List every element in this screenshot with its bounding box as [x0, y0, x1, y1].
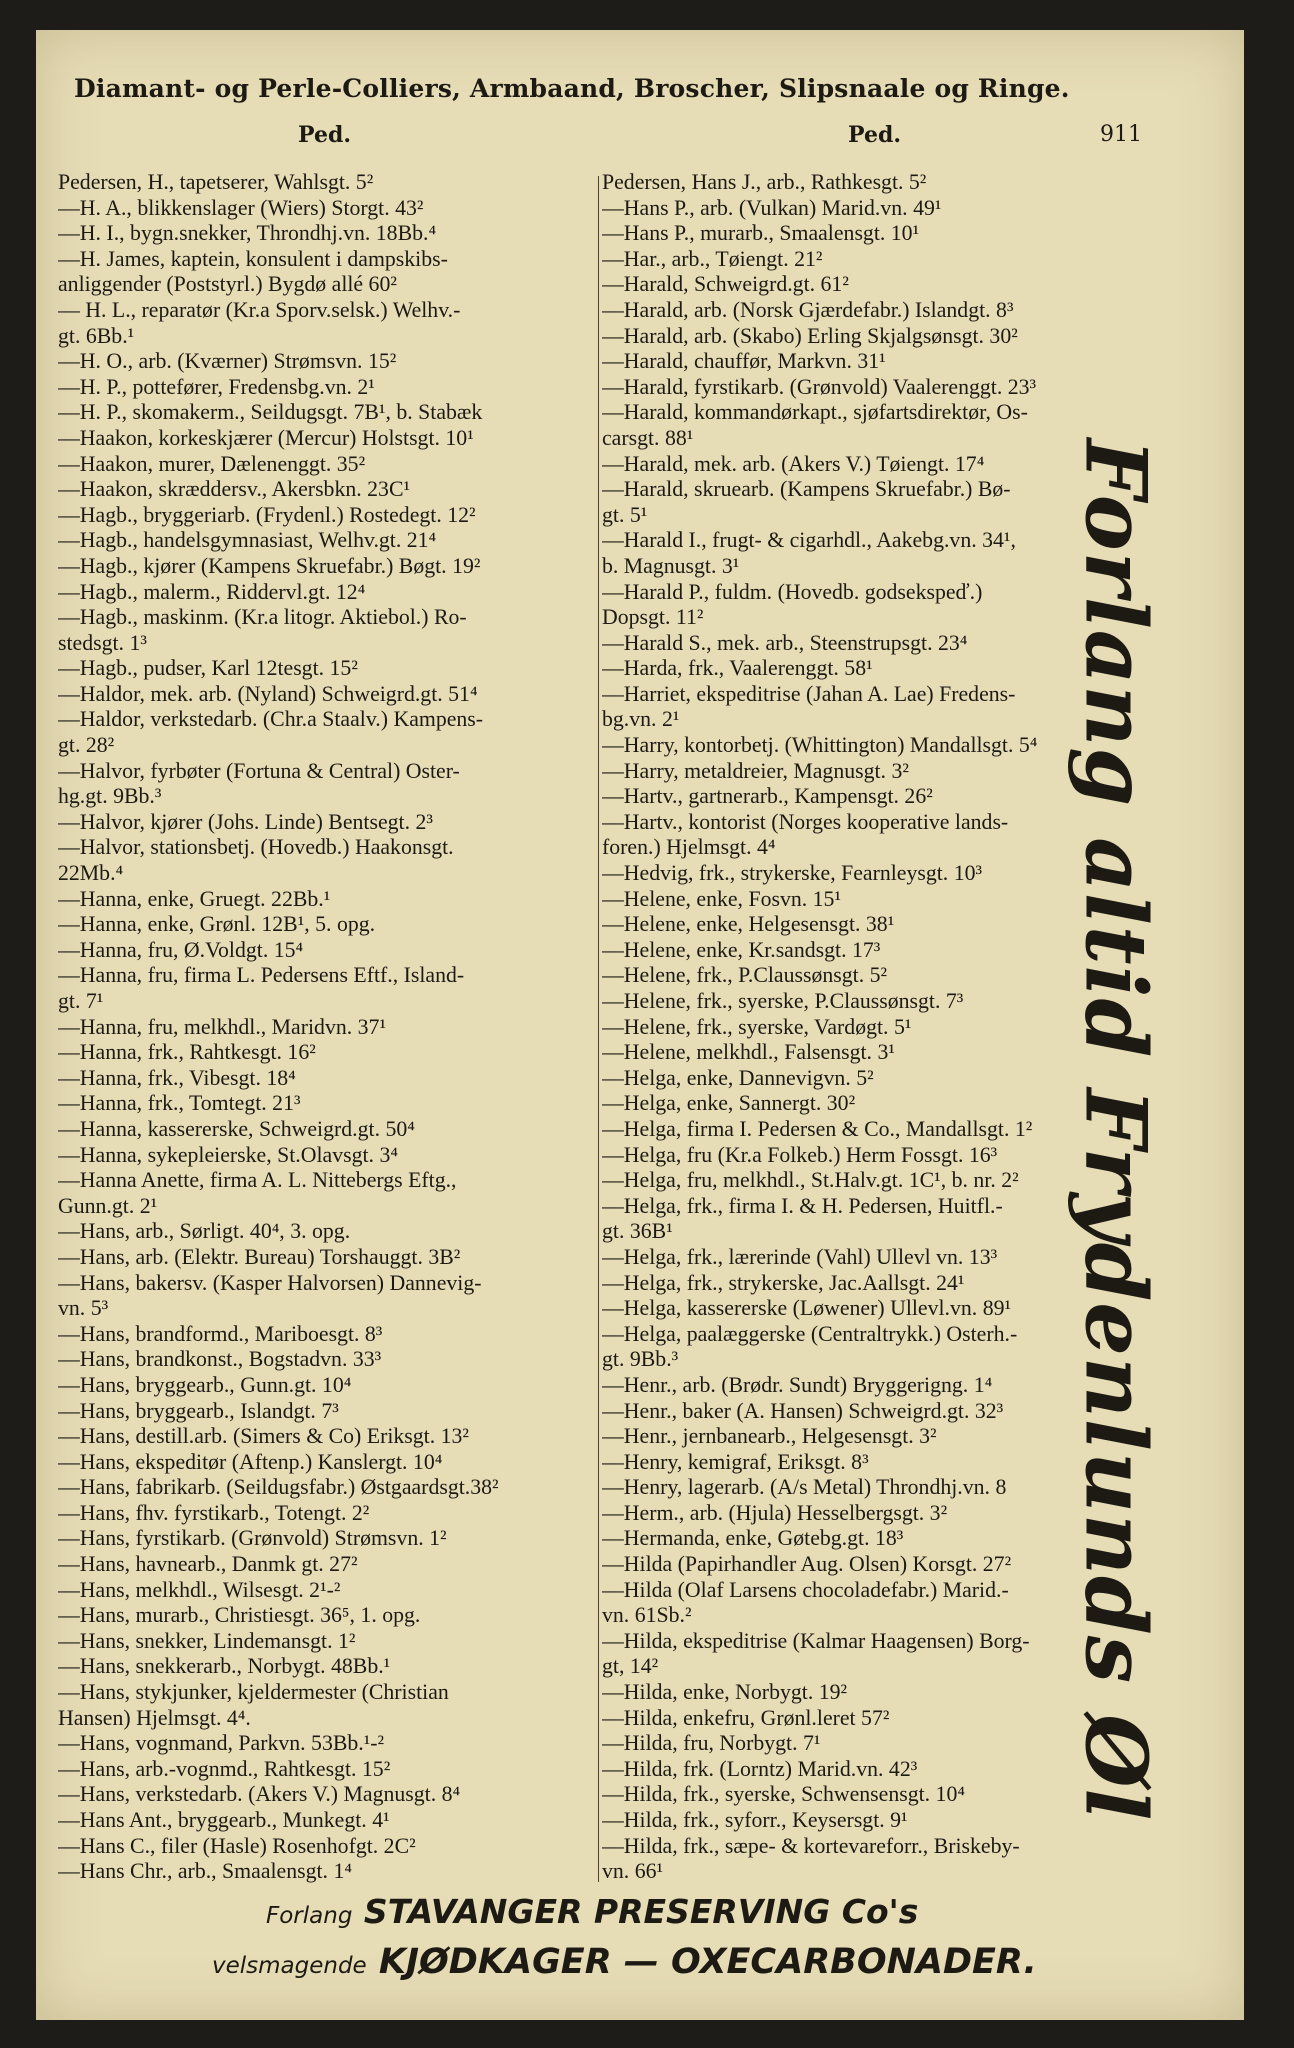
listing-line: —Hanna, frk., Rahtkesgt. 16² [58, 1040, 316, 1065]
listing-line: —Haakon, korkeskjærer (Mercur) Holstsgt. 10¹ [58, 425, 474, 450]
left-column-header: Ped. [298, 122, 351, 148]
listing-line: —Helga, fru, melkhdl., St.Halv.gt. 1C¹, b. nr. 2² [602, 1168, 1019, 1193]
page-number: 911 [1100, 122, 1142, 147]
listing-line: —Hilda, frk., sæpe- & kortevareforr., Briskeby- [602, 1833, 1020, 1858]
listing-line: —Hanna, fru, Ø.Voldgt. 15⁴ [58, 937, 304, 962]
listing-line: —Hans, havnearb., Danmk gt. 27² [58, 1552, 358, 1577]
listing-line: —Harda, frk., Vaalerenggt. 58¹ [602, 656, 873, 681]
listing-line: stedsgt. 1³ [58, 630, 147, 655]
listing-line: gt. 6Bb.¹ [58, 323, 135, 348]
listing-line: —Harald S., mek. arb., Steenstrupsgt. 23⁴ [602, 630, 968, 655]
listing-line: —Helene, frk., syerske, P.Claussønsgt. 7³ [602, 989, 964, 1013]
listing-line: —Harry, kontorbetj. (Whittington) Mandallsgt. 5⁴ [602, 733, 1038, 758]
listing-line: —Hanna, kassererske, Schweigrd.gt. 50⁴ [58, 1116, 415, 1141]
listing-line: gt, 14² [602, 1654, 659, 1679]
listing-line: Dopsgt. 11² [602, 605, 704, 630]
listing-line: —Hans, ekspeditør (Aftenp.) Kanslergt. 10⁴ [58, 1449, 443, 1474]
listing-line: —Hanna, frk., Tomtegt. 21³ [58, 1091, 301, 1116]
listing-line: —Helga, firma I. Pedersen & Co., Mandallsgt. 1² [602, 1116, 1033, 1141]
listing-line: —Hans, bakersv. (Kasper Halvorsen) Dannevig- [58, 1270, 482, 1295]
column-divider [598, 176, 599, 1882]
listing-line: —Hilda, frk. (Lorntz) Marid.vn. 42³ [602, 1756, 918, 1781]
listing-line: Pedersen, Hans J., arb., Rathkesgt. 5² [602, 170, 927, 194]
listing-line: —Hilda, enke, Norbygt. 19² [602, 1680, 848, 1705]
listing-line: —Hartv., gartnerarb., Kampensgt. 26² [602, 784, 933, 809]
listing-line: —Hans, arb. (Elektr. Bureau) Torshauggt. 3B² [58, 1244, 461, 1269]
listing-line: —Harald I., frugt- & cigarhdl., Aakebg.vn. 34¹, [602, 528, 1016, 553]
listing-line: foren.) Hjelmsgt. 4⁴ [602, 835, 776, 860]
listing-line: —Henr., arb. (Brødr. Sundt) Bryggerigng. 1⁴ [602, 1372, 993, 1397]
listing-line: —Hans, verkstedarb. (Akers V.) Magnusgt. 8⁴ [58, 1782, 461, 1807]
listing-line: —Halvor, fyrbøter (Fortuna & Central) Oster- [58, 758, 460, 783]
listing-line: gt. 7¹ [58, 989, 104, 1013]
listing-line: b. Magnusgt. 3¹ [602, 553, 740, 578]
listing-line: —Hans, snekkerarb., Norbygt. 48Bb.¹ [58, 1654, 391, 1679]
listing-line: —Harriet, ekspeditrise (Jahan A. Lae) Fredens- [602, 681, 1016, 706]
listing-line: —H. James, kaptein, konsulent i dampskibs- [58, 246, 448, 271]
listing-line: —Helene, enke, Fosvn. 15¹ [602, 886, 841, 911]
listing-line: —Haakon, skræddersv., Akersbkn. 23C¹ [58, 477, 411, 502]
listing-line: —Helene, enke, Helgesensgt. 38¹ [602, 912, 895, 937]
listing-line: —H. P., skomakerm., Seildugsgt. 7B¹, b. Stabæk [58, 400, 483, 425]
listing-line: Gunn.gt. 2¹ [58, 1193, 158, 1218]
listing-line: —Harald, mek. arb. (Akers V.) Tøiengt. 17⁴ [602, 451, 985, 476]
listing-line: —Hans, arb., Sørligt. 40⁴, 3. opg. [58, 1219, 351, 1244]
listing-line: —Helga, kassererske (Løwener) Ullevl.vn. 89¹ [602, 1296, 1012, 1321]
right-column-header: Ped. [848, 122, 901, 148]
listing-line: — H. L., reparatør (Kr.a Sporv.selsk.) Welhv.- [58, 297, 461, 322]
bottom-ad-line2-prefix: velsmagende [212, 1953, 367, 1979]
listing-line: —Hagb., kjører (Kampens Skruefabr.) Bøgt. 19² [58, 553, 481, 578]
listing-line: —H. P., pottefører, Fredensbg.vn. 2¹ [58, 374, 375, 399]
listing-line: —Harald P., fuldm. (Hovedb. godsekspeď.) [602, 579, 983, 604]
listing-line: —Helga, frk., lærerinde (Vahl) Ullevl vn. 13³ [602, 1244, 998, 1269]
listing-line: Pedersen, H., tapetserer, Wahlsgt. 5² [58, 170, 374, 194]
listing-line: anliggender (Poststyrl.) Bygdø allé 60² [58, 272, 397, 297]
listing-line: —Hans, brandkonst., Bogstadvn. 33³ [58, 1347, 382, 1372]
listing-line: —Hanna, sykepleierske, St.Olavsgt. 3⁴ [58, 1142, 398, 1167]
listing-line: —Helga, enke, Dannevigvn. 5² [602, 1065, 874, 1090]
bottom-advertisement-line-1 [266, 1892, 918, 1931]
listing-line: —Hagb., maskinm. (Kr.a litogr. Aktiebol.) Ro- [58, 605, 467, 630]
listing-line: —Hans P., arb. (Vulkan) Marid.vn. 49¹ [602, 195, 942, 220]
listing-line: —Hans P., murarb., Smaalensgt. 10¹ [602, 221, 920, 246]
listing-line: —Hagb., handelsgymnasiast, Welhv.gt. 21⁴ [58, 528, 437, 553]
bottom-advertisement-line-2 [212, 1942, 1037, 1982]
listing-line: —Harry, metaldreier, Magnusgt. 3² [602, 758, 909, 783]
left-column-listings [58, 170, 610, 1885]
listing-line: —Hans Ant., bryggearb., Munkegt. 4¹ [58, 1808, 390, 1832]
bottom-ad-line1-prefix: Forlang [266, 1903, 353, 1929]
listing-line: —Harald, fyrstikarb. (Grønvold) Vaalerenggt. 23³ [602, 374, 1037, 399]
listing-line: —Hilda, enkefru, Grønl.leret 57² [602, 1705, 890, 1730]
listing-line: vn. 61Sb.² [602, 1603, 692, 1628]
listing-line: —Hans, fyrstikarb. (Grønvold) Strømsvn. 1² [58, 1526, 447, 1551]
listing-line: —Hans, brandformd., Mariboesgt. 8³ [58, 1321, 383, 1346]
listing-line: —Halvor, kjører (Johs. Linde) Bentsegt. 2³ [58, 809, 433, 834]
listing-line: —Hedvig, frk., strykerske, Fearnleysgt. 10³ [602, 861, 983, 886]
listing-line: —Hans, melkhdl., Wilsesgt. 2¹-² [58, 1577, 341, 1602]
listing-line: —Hans C., filer (Hasle) Rosenhofgt. 2C² [58, 1833, 416, 1858]
listing-line: —Hans, arb.-vognmd., Rahtkesgt. 15² [58, 1756, 391, 1781]
listing-line: —Hagb., bryggeriarb. (Frydenl.) Rostedegt. 12² [58, 502, 476, 527]
listing-line: —Henry, kemigraf, Eriksgt. 8³ [602, 1449, 869, 1474]
listing-line: —Hilda, fru, Norbygt. 7¹ [602, 1731, 821, 1756]
listing-line: —Helga, frk., strykerske, Jac.Aallsgt. 24¹ [602, 1270, 965, 1295]
directory-page [36, 30, 1244, 2020]
listing-line: —Helene, frk., P.Claussønsgt. 5² [602, 963, 888, 988]
listing-line: —Helga, fru (Kr.a Folkeb.) Herm Fossgt. 16³ [602, 1142, 998, 1167]
listing-line: —Hans, bryggearb., Islandgt. 7³ [58, 1398, 339, 1423]
listing-line: —Hans, bryggearb., Gunn.gt. 10⁴ [58, 1372, 352, 1397]
listing-line: —Harald, arb. (Skabo) Erling Skjalgsønsgt. 30² [602, 323, 1018, 348]
listing-line: —Helene, enke, Kr.sandsgt. 17³ [602, 937, 881, 962]
listing-line: —Hanna, enke, Grønl. 12B¹, 5. opg. [58, 912, 376, 937]
listing-line: —Hilda (Olaf Larsens chocoladefabr.) Marid.- [602, 1577, 1009, 1602]
listing-line: hg.gt. 9Bb.³ [58, 784, 162, 809]
listing-line: —Hans, destill.arb. (Simers & Co) Eriksgt. 13² [58, 1424, 469, 1449]
listing-line: —Hans, snekker, Lindemansgt. 1² [58, 1628, 356, 1653]
listing-line: vn. 66¹ [602, 1859, 664, 1884]
listing-line: —Hagb., malerm., Riddervl.gt. 12⁴ [58, 579, 366, 604]
listing-line: —Hilda, frk., syerske, Schwensensgt. 10⁴ [602, 1782, 965, 1807]
listing-line: gt. 36B¹ [602, 1219, 673, 1244]
listing-line: —H. I., bygn.snekker, Throndhj.vn. 18Bb.⁴ [58, 221, 437, 246]
listing-line: —Harald, skruearb. (Kampens Skruefabr.) Bø- [602, 477, 1011, 502]
listing-line: —Halvor, stationsbetj. (Hovedb.) Haakonsgt. [58, 835, 454, 860]
listing-line: —Hanna, frk., Vibesgt. 18⁴ [58, 1065, 296, 1090]
listing-line: —Hanna, fru, firma L. Pedersens Eftf., Island- [58, 963, 465, 988]
listing-line: 22Mb.⁴ [58, 861, 124, 886]
listing-line: —Hans, vognmand, Parkvn. 53Bb.¹-² [58, 1731, 385, 1756]
bottom-ad-line1-main: STAVANGER PRESERVING Co's [363, 1892, 919, 1931]
listing-line: —Harald, arb. (Norsk Gjærdefabr.) Islandgt. 8³ [602, 297, 1014, 322]
top-advertisement: Diamant- og Perle-Colliers, Armbaand, Broscher, Slipsnaale og Ringe. [74, 74, 1070, 103]
listing-line: —Helga, enke, Sannergt. 30² [602, 1091, 856, 1116]
listing-line: —Haakon, murer, Dælenenggt. 35² [58, 451, 366, 476]
listing-line: —Henr., jernbanearb., Helgesensgt. 3² [602, 1424, 937, 1449]
side-advertisement: Forlang altid Frydenlunds Øl [1066, 438, 1166, 1822]
listing-line: —Henry, lagerarb. (A/s Metal) Throndhj.vn. 8 [602, 1475, 1007, 1500]
listing-line: —Haldor, verkstedarb. (Chr.a Staalv.) Kampens- [58, 707, 484, 732]
listing-line: —Hans, murarb., Christiesgt. 36⁵, 1. opg. [58, 1603, 421, 1628]
listing-line: —Hans Chr., arb., Smaalensgt. 1⁴ [58, 1859, 352, 1884]
listing-line: —H. O., arb. (Kværner) Strømsvn. 15² [58, 349, 397, 374]
listing-line: —Hanna, enke, Gruegt. 22Bb.¹ [58, 886, 331, 911]
listing-line: —Helene, melkhdl., Falsensgt. 3¹ [602, 1040, 895, 1065]
listing-line: —Harald, kommandørkapt., sjøfartsdirektør, Os- [602, 400, 1028, 425]
listing-line: —Hans, fabrikarb. (Seildugsfabr.) Østgaardsgt.38² [58, 1475, 499, 1500]
bottom-ad-line2-main: KJØDKAGER — OXECARBONADER. [378, 1942, 1037, 1982]
listing-line: —Hermanda, enke, Gøtebg.gt. 18³ [602, 1526, 904, 1551]
listing-line: gt. 9Bb.³ [602, 1347, 679, 1372]
listing-line: vn. 5³ [58, 1296, 109, 1321]
listing-line: —Har., arb., Tøiengt. 21² [602, 246, 823, 271]
listing-line: carsgt. 88¹ [602, 425, 694, 450]
listing-line: Hansen) Hjelmsgt. 4⁴. [58, 1705, 251, 1730]
listing-line: —Hans, fhv. fyrstikarb., Totengt. 2² [58, 1500, 370, 1525]
listing-line: —Hilda, frk., syforr., Keysersgt. 9¹ [602, 1808, 908, 1832]
listing-line: —Henr., baker (A. Hansen) Schweigrd.gt. 32³ [602, 1398, 1004, 1423]
listing-line: bg.vn. 2¹ [602, 707, 680, 732]
listing-line: —Hilda, ekspeditrise (Kalmar Haagensen) Borg- [602, 1628, 1030, 1653]
listing-line: —Helga, frk., firma I. & H. Pedersen, Huitfl.- [602, 1193, 1003, 1218]
listing-line: —Harald, chauffør, Markvn. 31¹ [602, 349, 886, 374]
listing-line: —Helga, paalæggerske (Centraltrykk.) Osterh.- [602, 1321, 1018, 1346]
listing-line: —Haldor, mek. arb. (Nyland) Schweigrd.gt. 51⁴ [58, 681, 478, 706]
listing-line: —Harald, Schweigrd.gt. 61² [602, 272, 849, 297]
listing-line: —Hagb., pudser, Karl 12tesgt. 15² [58, 656, 358, 681]
listing-line: —Hanna, fru, melkhdl., Maridvn. 37¹ [58, 1014, 386, 1039]
listing-line: —Hartv., kontorist (Norges kooperative lands- [602, 809, 1009, 834]
listing-line: gt. 5¹ [602, 502, 648, 527]
listing-line: gt. 28² [58, 733, 115, 758]
listing-line: —Hanna Anette, firma A. L. Nittebergs Eftg., [58, 1168, 457, 1193]
listing-line: —Herm., arb. (Hjula) Hesselbergsgt. 3² [602, 1500, 948, 1525]
listing-line: —Helene, frk., syerske, Vardøgt. 5¹ [602, 1014, 912, 1039]
listing-line: —Hans, stykjunker, kjeldermester (Christian [58, 1680, 449, 1705]
listing-line: —H. A., blikkenslager (Wiers) Storgt. 43² [58, 195, 424, 220]
listing-line: —Hilda (Papirhandler Aug. Olsen) Korsgt. 27² [602, 1552, 1012, 1577]
